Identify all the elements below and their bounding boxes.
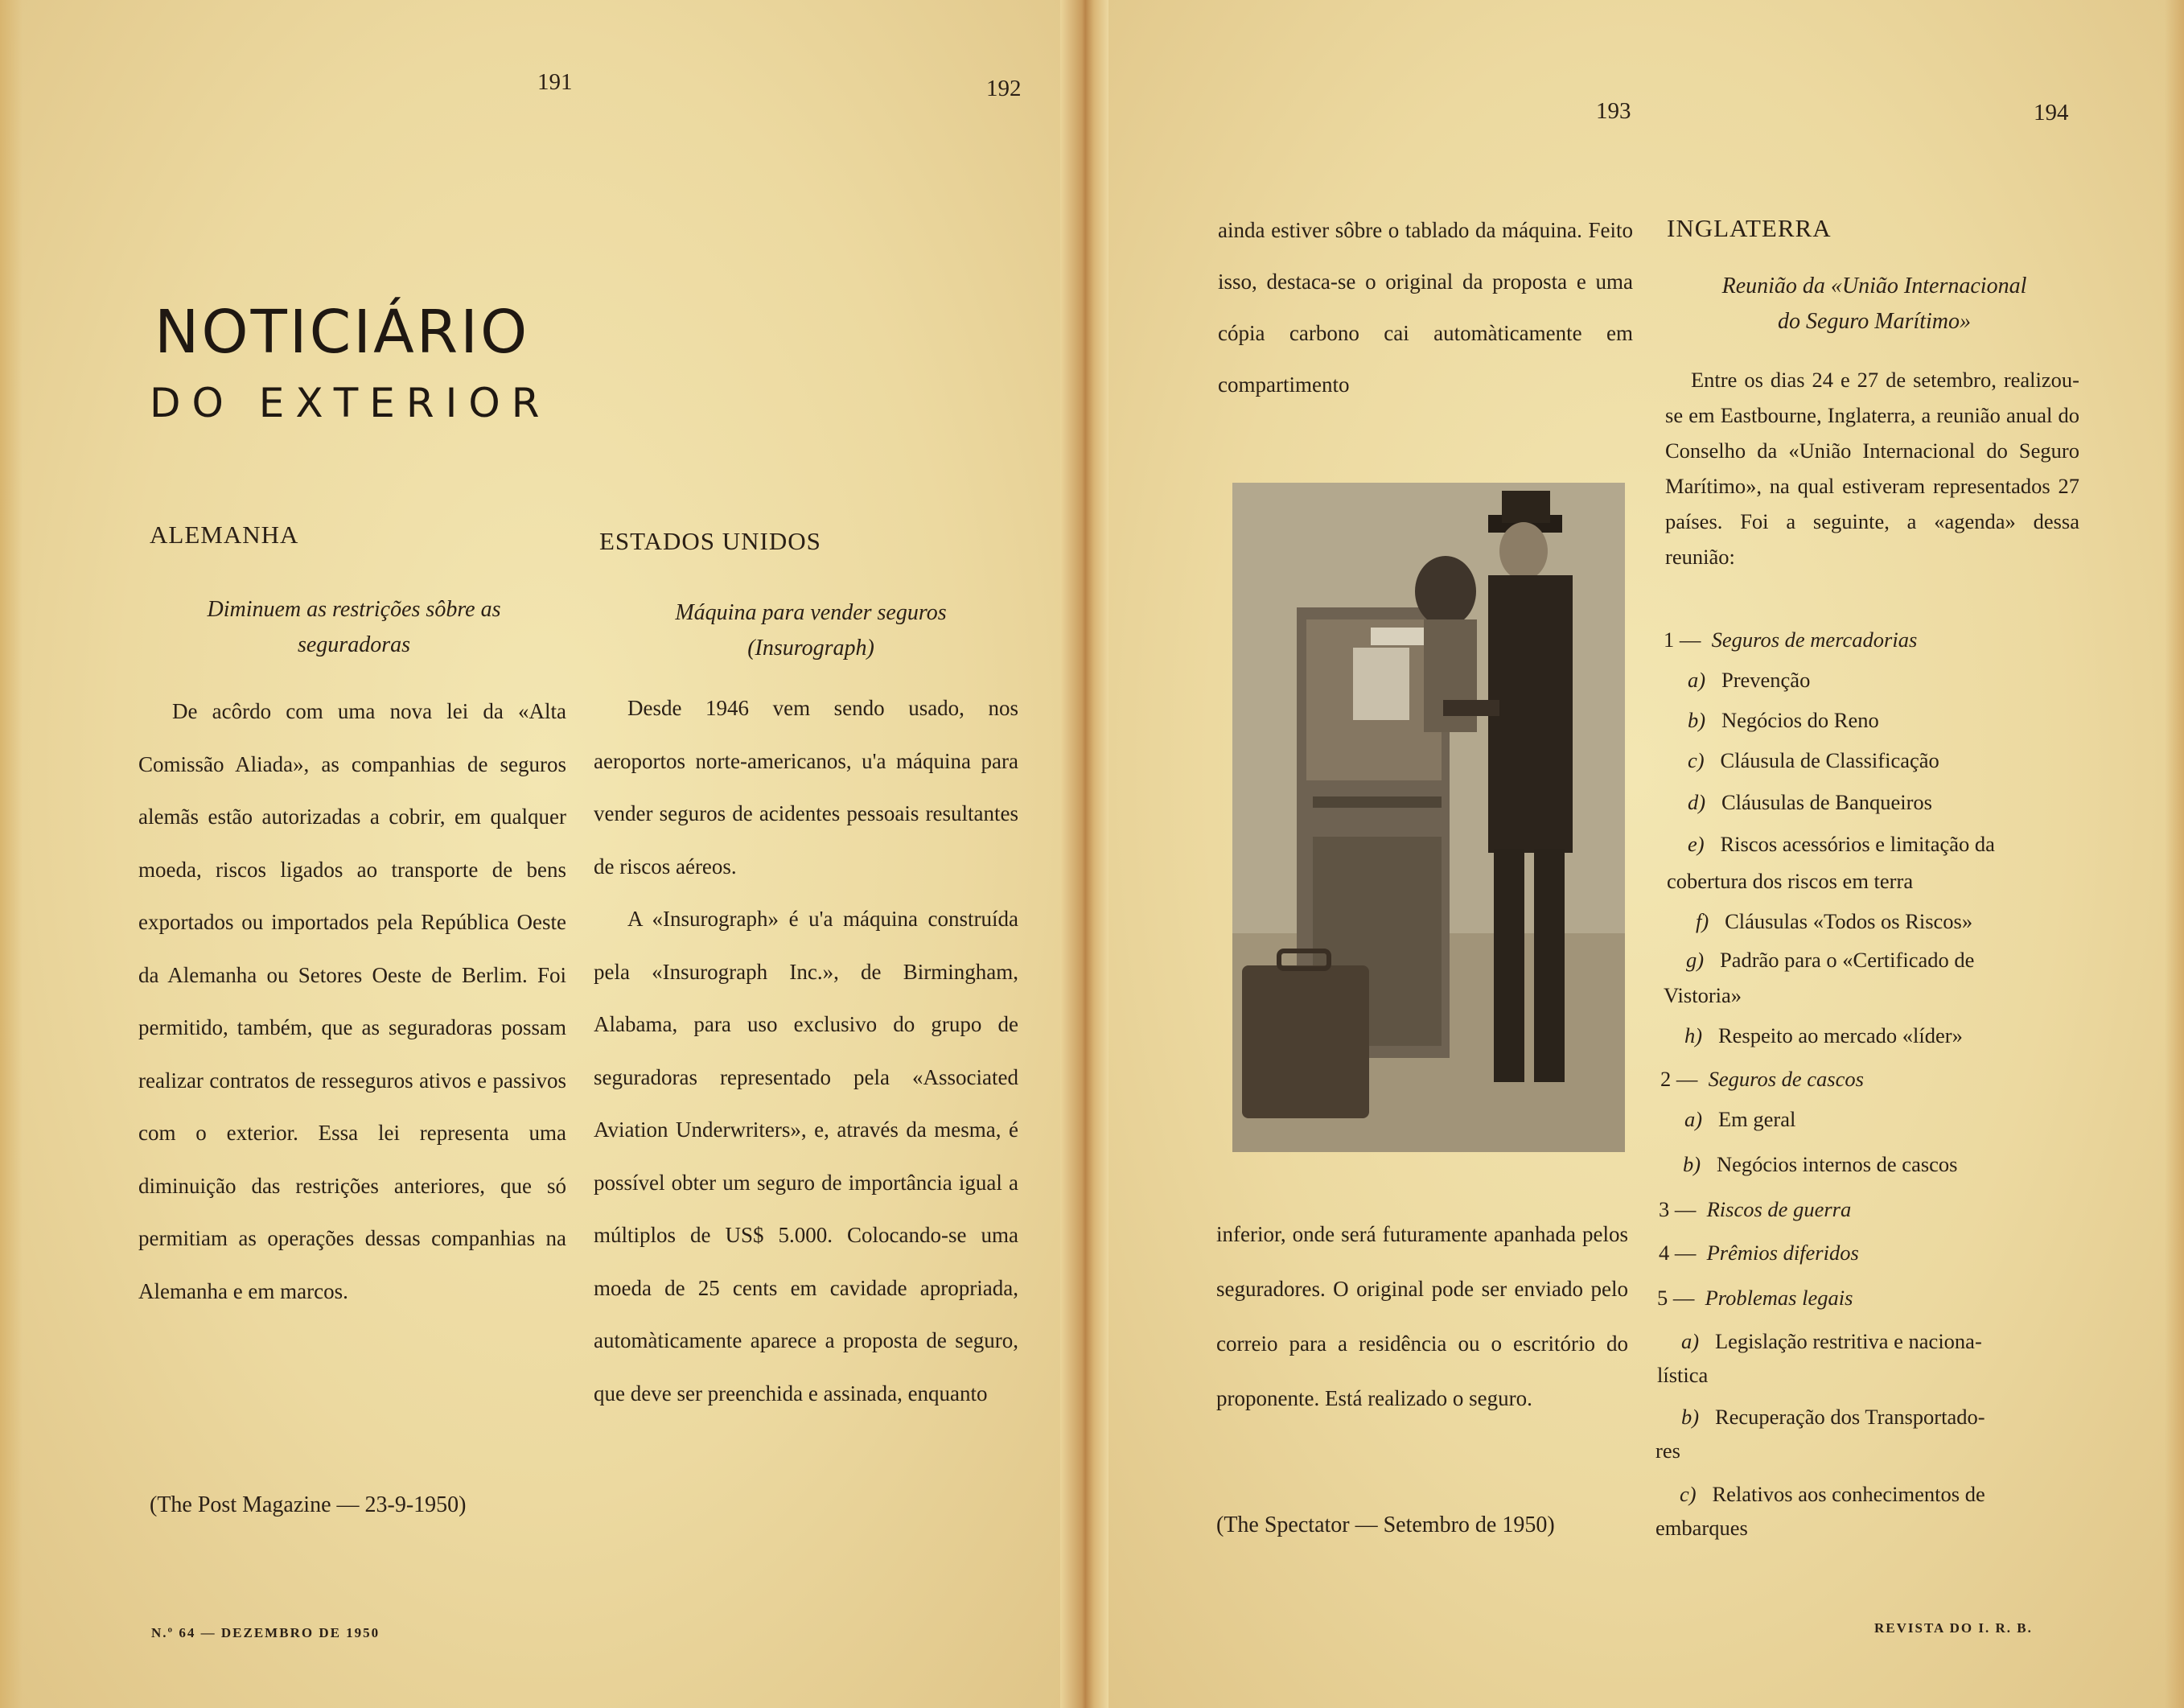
agenda-item: a) Legislação restritiva e naciona-	[1681, 1329, 1982, 1353]
agenda-item: 3 — Riscos de guerra	[1659, 1197, 1852, 1221]
agenda-item: a) Em geral	[1684, 1107, 1796, 1131]
agenda-item: e) Riscos acessórios e limitação da	[1688, 832, 1995, 856]
paragraph: ainda estiver sôbre o tablado da máquina. Feito isso, destaca-se o original da proposta e uma cópia carbono cai automàticamente em compartimento	[1218, 218, 1633, 397]
agenda-item: a) Prevenção	[1688, 668, 1811, 692]
section-heading-alemanha: ALEMANHA	[150, 521, 299, 549]
agenda-item-continued: res	[1655, 1438, 1680, 1463]
agenda-item: 5 — Problemas legais	[1657, 1286, 1853, 1310]
agenda-item: d) Cláusulas de Banqueiros	[1688, 790, 1932, 814]
article-body-continued	[1218, 204, 1633, 410]
agenda-item: 2 — Seguros de cascos	[1660, 1067, 1864, 1091]
page-number-194: 194	[2034, 100, 2069, 126]
section-heading-estados-unidos: ESTADOS UNIDOS	[599, 527, 821, 555]
book-gutter	[1060, 0, 1108, 1708]
paragraph: inferior, onde será futuramente apanhada pelos seguradores. O original pode ser enviado pelo correio para a residência ou o escritório do proponente. Está realizado o seguro.	[1216, 1222, 1628, 1410]
paragraph: De acôrdo com uma nova lei da «Alta Comissão Aliada», as companhias de seguros alemãs estão autorizadas a cobrir, em qualquer moeda, riscos ligados ao transporte de bens exportados ou importados pela República Oeste da Alemanha ou Setores Oeste de Berlim. Foi permitido, também, que as seguradoras possam realizar contratos de resseguros ativos e passivos com o exterior. Essa lei representa uma diminuição das restrições anteriores, que só permitiam as operações dessas companhias na Alemanha e em marcos.	[138, 699, 566, 1303]
agenda-item-continued: lística	[1657, 1363, 1709, 1387]
agenda-item-continued: Vistoria»	[1664, 983, 1742, 1007]
paragraph: A «Insurograph» é u'a máquina construída pela «Insurograph Inc.», de Birmingham, Alabama, para uso exclusivo do grupo de seguradoras representado pela «Associated Aviation Underwriters», e, através da mesma, é possível obter um seguro de importância igual a múltiplos de US$ 5.000. Colocando-se uma moeda de 25 cents em cavidade apropriada, automàticamente aparece a proposta de seguro, que deve ser preenchida e assinada, enquanto	[594, 907, 1018, 1405]
agenda-item: c) Cláusula de Classificação	[1688, 748, 1939, 772]
page-number-191: 191	[537, 69, 573, 95]
agenda-item: h) Respeito ao mercado «líder»	[1684, 1023, 1963, 1047]
paragraph: Desde 1946 vem sendo usado, nos aeroportos norte-americanos, u'a máquina para vender seguros de acidentes pessoais resultantes de riscos aéreos.	[594, 696, 1018, 879]
page-title: NOTICIÁRIO	[154, 298, 530, 367]
article-intro-inglaterra	[1665, 362, 2079, 574]
page-number-192: 192	[986, 76, 1022, 101]
source-citation: (The Spectator — Setembro de 1950)	[1216, 1513, 1555, 1537]
page-number-193: 193	[1596, 98, 1631, 124]
agenda-item: b) Recuperação dos Transportado-	[1681, 1405, 1985, 1429]
agenda-item-continued: embarques	[1655, 1516, 1748, 1540]
article-body-continued-2	[1216, 1207, 1628, 1426]
agenda-item: 4 — Prêmios diferidos	[1659, 1241, 1859, 1265]
page-subtitle: DO EXTERIOR	[150, 380, 551, 426]
agenda-item: 1 — Seguros de mercadorias	[1664, 628, 1918, 652]
article-subtitle-inglaterra: Reunião da «União Internacional do Seguro Marítimo»	[1721, 274, 2027, 334]
section-heading-inglaterra: INGLATERRA	[1667, 214, 1832, 242]
agenda-item-continued: cobertura dos riscos em terra	[1667, 869, 1914, 893]
paragraph: Entre os dias 24 e 27 de setembro, realizou-se em Eastbourne, Inglaterra, a reunião anual do Conselho da «União Internacional do Seguro Marítimo», na qual estiveram representados 27 países. Foi a seguinte, a «agenda» dessa reunião:	[1665, 368, 2079, 569]
source-citation: (The Post Magazine — 23-9-1950)	[150, 1492, 467, 1517]
insurograph-machine-photo-icon	[1232, 483, 1625, 1152]
agenda-item: b) Negócios internos de cascos	[1683, 1152, 1958, 1176]
article-body-alemanha	[138, 685, 566, 1318]
footer-journal: REVISTA DO I. R. B.	[1874, 1620, 2033, 1636]
agenda-item: c) Relativos aos conhecimentos de	[1680, 1482, 1985, 1506]
agenda-item: g) Padrão para o «Certificado de	[1686, 948, 1975, 972]
article-body-estados-unidos	[594, 682, 1018, 1420]
footer-issue: N.º 64 — DEZEMBRO DE 1950	[151, 1625, 380, 1640]
article-subtitle-estados-unidos: Máquina para vender seguros (Insurograph)	[675, 600, 947, 661]
agenda-item: b) Negócios do Reno	[1688, 708, 1879, 732]
article-subtitle-alemanha: Diminuem as restrições sôbre as seguradoras	[207, 597, 501, 657]
agenda-item: f) Cláusulas «Todos os Riscos»	[1696, 909, 1973, 933]
